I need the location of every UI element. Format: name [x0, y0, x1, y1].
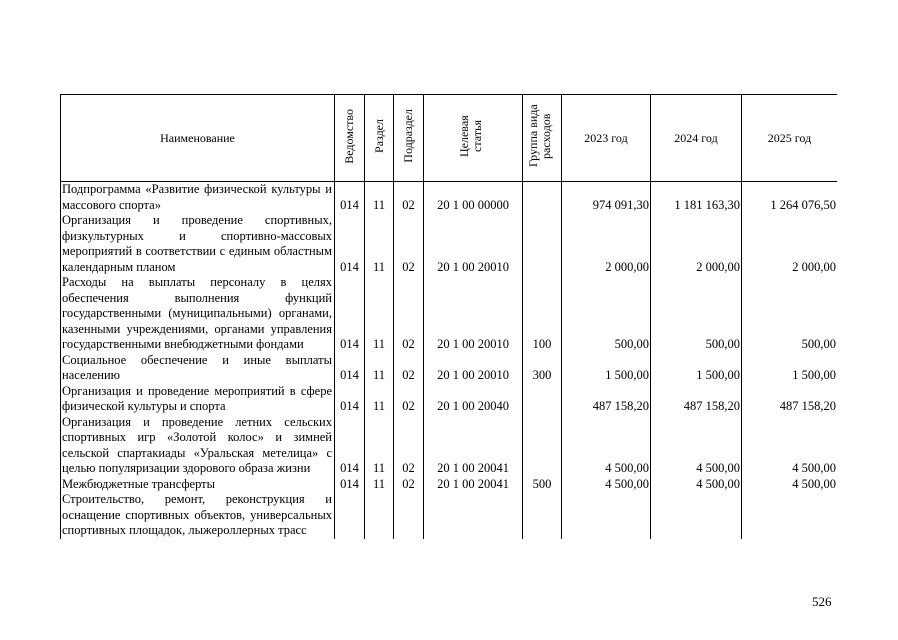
row-value-2024: 2 000,00 — [651, 213, 742, 275]
row-value-2025: 4 500,00 — [742, 415, 838, 477]
row-vid-rashodov — [523, 182, 562, 214]
header-name: Наименование — [61, 95, 335, 182]
row-celevaya-statya: 20 1 00 20041 — [424, 477, 523, 493]
row-vid-rashodov — [523, 492, 562, 539]
row-podrazdel — [394, 492, 424, 539]
row-value-2023: 500,00 — [562, 275, 651, 353]
row-razdel: 11 — [365, 415, 394, 477]
row-value-2023: 4 500,00 — [562, 415, 651, 477]
row-value-2024: 4 500,00 — [651, 415, 742, 477]
row-podrazdel: 02 — [394, 477, 424, 493]
row-value-2024 — [651, 492, 742, 539]
row-value-2023: 487 158,20 — [562, 384, 651, 415]
header-2023: 2023 год — [562, 95, 651, 182]
table-row — [61, 477, 838, 493]
row-vedomstvo: 014 — [335, 353, 365, 384]
table-row — [61, 415, 838, 477]
row-value-2025: 1 500,00 — [742, 353, 838, 384]
row-vid-rashodov: 100 — [523, 275, 562, 353]
header-celevaya-statya: Целевая статья — [424, 95, 523, 182]
table-header-row — [61, 95, 838, 182]
row-vid-rashodov — [523, 384, 562, 415]
row-name: Социальное обеспечение и иные выплаты населению — [61, 353, 335, 384]
page-number: 526 — [812, 594, 832, 609]
row-celevaya-statya: 20 1 00 20010 — [424, 353, 523, 384]
header-podrazdel: Подраздел — [394, 95, 424, 182]
row-value-2025: 2 000,00 — [742, 213, 838, 275]
table-row — [61, 213, 838, 275]
row-razdel — [365, 492, 394, 539]
row-celevaya-statya: 20 1 00 20041 — [424, 415, 523, 477]
row-vedomstvo: 014 — [335, 477, 365, 493]
row-vedomstvo: 014 — [335, 213, 365, 275]
row-celevaya-statya: 20 1 00 20010 — [424, 275, 523, 353]
row-podrazdel: 02 — [394, 213, 424, 275]
row-vedomstvo: 014 — [335, 182, 365, 214]
row-value-2024: 1 181 163,30 — [651, 182, 742, 214]
row-razdel: 11 — [365, 182, 394, 214]
row-value-2023: 2 000,00 — [562, 213, 651, 275]
row-razdel: 11 — [365, 213, 394, 275]
row-podrazdel: 02 — [394, 275, 424, 353]
row-name: Организация и проведение летних сельских спортивных игр «Золотой колос» и зимней сельской спартакиады «Уральская метелица» с целью популяризации здорового образа жизни — [61, 415, 335, 477]
row-razdel: 11 — [365, 384, 394, 415]
row-celevaya-statya: 20 1 00 20010 — [424, 213, 523, 275]
row-name: Подпрограмма «Развитие физической культуры и массового спорта» — [61, 182, 335, 214]
row-value-2024: 487 158,20 — [651, 384, 742, 415]
row-value-2023: 1 500,00 — [562, 353, 651, 384]
row-vedomstvo: 014 — [335, 384, 365, 415]
table-body — [61, 182, 838, 539]
header-2024: 2024 год — [651, 95, 742, 182]
row-value-2024: 1 500,00 — [651, 353, 742, 384]
row-podrazdel: 02 — [394, 384, 424, 415]
row-podrazdel: 02 — [394, 182, 424, 214]
row-vid-rashodov: 500 — [523, 477, 562, 493]
table-row — [61, 182, 838, 214]
row-vid-rashodov: 300 — [523, 353, 562, 384]
row-podrazdel: 02 — [394, 353, 424, 384]
row-celevaya-statya — [424, 492, 523, 539]
header-2025: 2025 год — [742, 95, 838, 182]
budget-table-wrapper — [60, 94, 837, 582]
row-name: Организация и проведение мероприятий в сфере физической культуры и спорта — [61, 384, 335, 415]
row-value-2025: 500,00 — [742, 275, 838, 353]
row-value-2025: 1 264 076,50 — [742, 182, 838, 214]
row-value-2025: 4 500,00 — [742, 477, 838, 493]
row-name: Организация и проведение спортивных, физкультурных и спортивно-массовых мероприятий в соответствии с единым областным календарным планом — [61, 213, 335, 275]
row-vid-rashodov — [523, 213, 562, 275]
row-value-2025: 487 158,20 — [742, 384, 838, 415]
row-vid-rashodov — [523, 415, 562, 477]
row-name: Строительство, ремонт, реконструкция и оснащение спортивных объектов, универсальных спортивных площадок, лыжероллерных трасс — [61, 492, 335, 539]
row-vedomstvo: 014 — [335, 415, 365, 477]
row-value-2024: 4 500,00 — [651, 477, 742, 493]
row-razdel: 11 — [365, 353, 394, 384]
table-row — [61, 275, 838, 353]
row-value-2025 — [742, 492, 838, 539]
budget-table — [60, 94, 837, 539]
row-razdel: 11 — [365, 275, 394, 353]
table-row — [61, 492, 838, 539]
row-celevaya-statya: 20 1 00 00000 — [424, 182, 523, 214]
row-value-2023: 4 500,00 — [562, 477, 651, 493]
table-row — [61, 353, 838, 384]
row-razdel: 11 — [365, 477, 394, 493]
row-vedomstvo — [335, 492, 365, 539]
row-podrazdel: 02 — [394, 415, 424, 477]
row-value-2023: 974 091,30 — [562, 182, 651, 214]
row-value-2024: 500,00 — [651, 275, 742, 353]
row-vedomstvo: 014 — [335, 275, 365, 353]
row-name: Расходы на выплаты персоналу в целях обеспечения выполнения функций государственными (муниципальными) органами, казенными учреждениями, органами управления государственными внебюджетными фондами — [61, 275, 335, 353]
row-value-2023 — [562, 492, 651, 539]
table-row — [61, 384, 838, 415]
row-celevaya-statya: 20 1 00 20040 — [424, 384, 523, 415]
header-vedomstvo: Ведомство — [335, 95, 365, 182]
header-razdel: Раздел — [365, 95, 394, 182]
header-gruppa-vida-rashodov: Группа вида расходов — [523, 95, 562, 182]
row-name: Межбюджетные трансферты — [61, 477, 335, 493]
